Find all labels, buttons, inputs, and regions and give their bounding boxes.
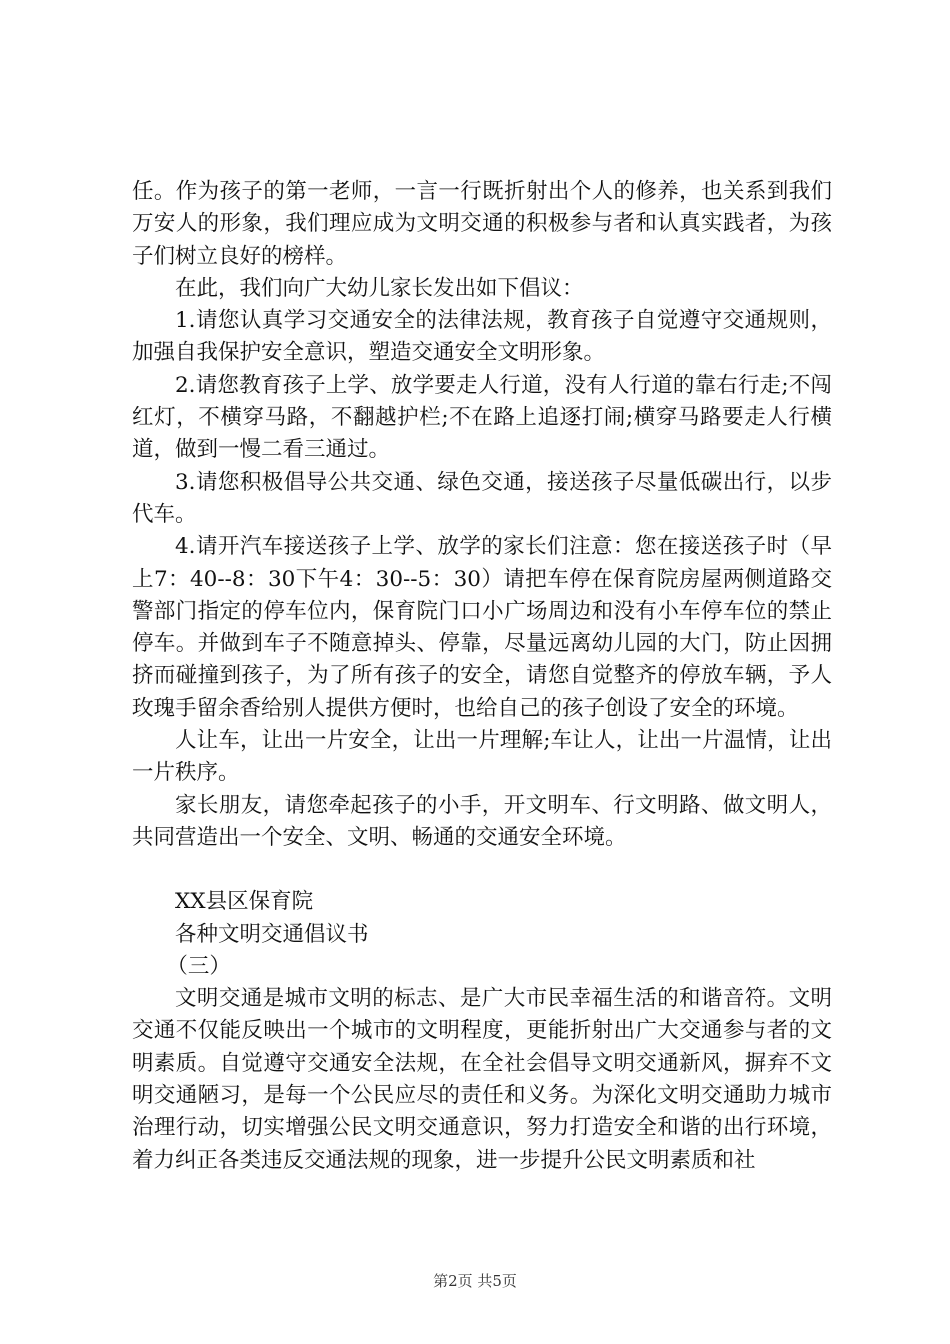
blank-line [132,854,832,886]
document-body [132,176,832,1177]
paragraph-continuation: 任。作为孩子的第一老师，一言一行既折射出个人的修养，也关系到我们万安人的形象，我们理应成为文明交通的积极参与者和认真实践者，为孩子们树立良好的榜样。 [132,179,832,269]
paragraph-section-three: 文明交通是城市文明的标志、是广大市民幸福生活的和谐音符。文明交通不仅能反映出一个城市的文明程度，更能折射出广大交通参与者的文明素质。自觉遵守交通安全法规，在全社会倡导文明交通新风，摒弃不文明交通陋习，是每一个公民应尽的责任和义务。为深化文明交通助力城市治理行动，切实增强公民文明交通意识，努力打造安全和谐的出行环境，着力纠正各类违反交通法规的现象，进一步提升公民文明素质和社 [132,986,832,1173]
page-number-label: 第2页 共5页 [433,1272,517,1290]
paragraph-item-1: 1.请您认真学习交通安全的法律法规，教育孩子自觉遵守交通规则，加强自我保护安全意识，塑造交通安全文明形象。 [132,308,832,366]
paragraph-intro: 在此，我们向广大幼儿家长发出如下倡议： [175,275,584,301]
paragraph-item-2: 2.请您教育孩子上学、放学要走人行道，没有人行道的靠右行走;不闯红灯，不横穿马路，不翻越护栏;不在路上追逐打闹;横穿马路要走人行横道，做到一慢二看三通过。 [132,372,832,463]
signature: XX县区保育院 [175,889,314,915]
paragraph-item-3: 3.请您积极倡导公共交通、绿色交通，接送孩子尽量低碳出行，以步代车。 [132,469,832,527]
section-title: 各种文明交通倡议书 [175,921,369,947]
paragraph-slogan: 人让车，让出一片安全，让出一片理解;车让人，让出一片温情，让出一片秩序。 [132,728,832,786]
paragraph-item-4: 4.请开汽车接送孩子上学、放学的家长们注意：您在接送孩子时（早上7：40--8：30下午4：30--5：30）请把车停在保育院房屋两侧道路交警部门指定的停车位内，保育院门口小广场周边和没有小车停车位的禁止停车。并做到车子不随意掉头、停靠，尽量远离幼儿园的大门，防止因拥挤而碰撞到孩子，为了所有孩子的安全，请您自觉整齐的停放车辆，予人玫瑰手留余香给别人提供方便时，也给自己的孩子创设了安全的环境。 [132,534,832,721]
page-footer [0,1270,950,1291]
section-number: （三） [166,953,231,979]
paragraph-closing: 家长朋友，请您牵起孩子的小手，开文明车、行文明路、做文明人，共同营造出一个安全、文明、畅通的交通安全环境。 [132,792,832,850]
